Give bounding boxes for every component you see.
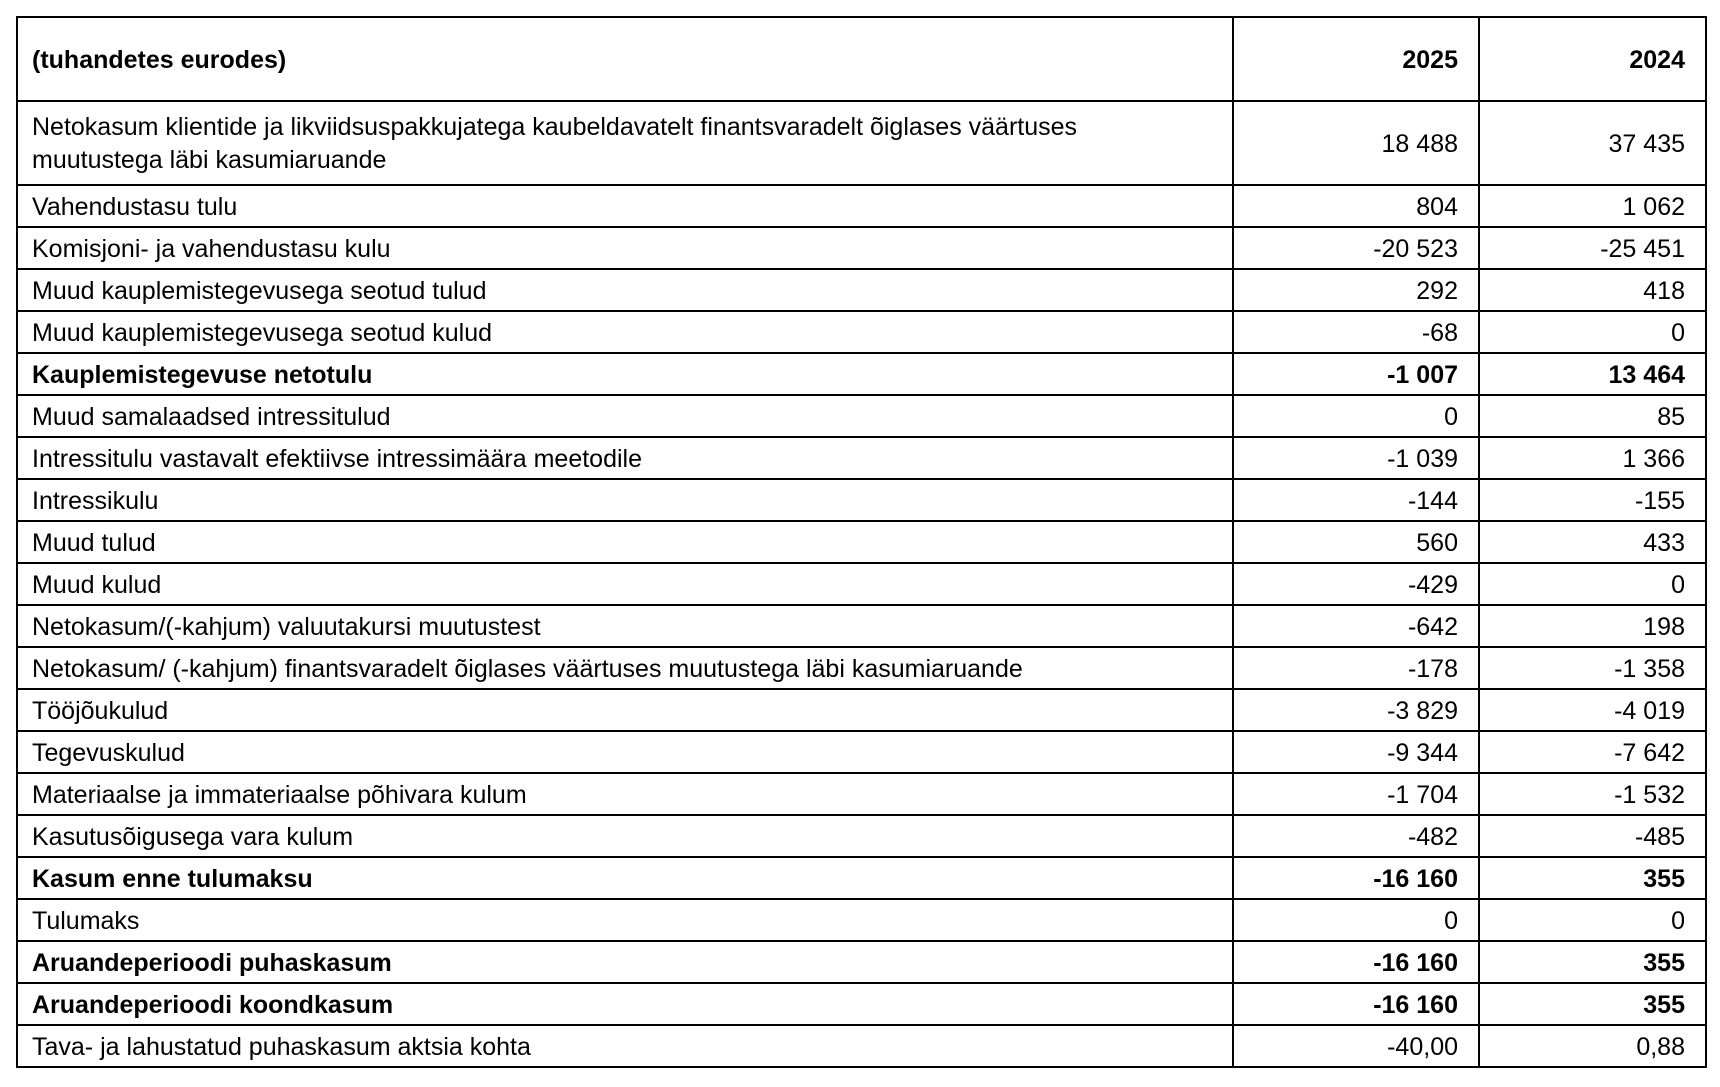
row-value-2025: -20 523	[1233, 227, 1479, 269]
row-value-2024: 355	[1479, 941, 1706, 983]
row-label: Tegevuskulud	[17, 731, 1233, 773]
row-value-2025: -9 344	[1233, 731, 1479, 773]
row-value-2024: 433	[1479, 521, 1706, 563]
table-row	[17, 479, 1706, 521]
row-label: Aruandeperioodi puhaskasum	[17, 941, 1233, 983]
row-label: Kauplemistegevuse netotulu	[17, 353, 1233, 395]
header-year-2025: 2025	[1233, 17, 1479, 101]
row-value-2024: 0	[1479, 311, 1706, 353]
row-value-2024: -1 532	[1479, 773, 1706, 815]
table-row	[17, 311, 1706, 353]
row-label: Kasum enne tulumaksu	[17, 857, 1233, 899]
row-label: Tööjõukulud	[17, 689, 1233, 731]
row-value-2024: 198	[1479, 605, 1706, 647]
row-value-2025: 804	[1233, 185, 1479, 227]
row-value-2025: -1 039	[1233, 437, 1479, 479]
row-value-2024: 355	[1479, 857, 1706, 899]
row-label: Intressitulu vastavalt efektiivse intressimäära meetodile	[17, 437, 1233, 479]
row-label: Intressikulu	[17, 479, 1233, 521]
row-value-2025: -40,00	[1233, 1025, 1479, 1067]
row-value-2025: -16 160	[1233, 941, 1479, 983]
row-value-2024: 13 464	[1479, 353, 1706, 395]
table-row	[17, 605, 1706, 647]
table-row	[17, 521, 1706, 563]
table-row	[17, 815, 1706, 857]
table-row	[17, 731, 1706, 773]
row-value-2025: -16 160	[1233, 857, 1479, 899]
row-value-2024: -1 358	[1479, 647, 1706, 689]
row-value-2025: -1 704	[1233, 773, 1479, 815]
table-row	[17, 857, 1706, 899]
row-value-2025: -1 007	[1233, 353, 1479, 395]
table-row	[17, 689, 1706, 731]
row-value-2025: -68	[1233, 311, 1479, 353]
row-label: Kasutusõigusega vara kulum	[17, 815, 1233, 857]
row-label: Muud samalaadsed intressitulud	[17, 395, 1233, 437]
table-row	[17, 227, 1706, 269]
row-value-2025: 292	[1233, 269, 1479, 311]
row-label: Vahendustasu tulu	[17, 185, 1233, 227]
row-value-2024: 418	[1479, 269, 1706, 311]
table-row	[17, 185, 1706, 227]
table-row	[17, 269, 1706, 311]
row-label: Netokasum/ (-kahjum) finantsvaradelt õiglases väärtuses muutustega läbi kasumiaruande	[17, 647, 1233, 689]
row-value-2025: -178	[1233, 647, 1479, 689]
table-row	[17, 563, 1706, 605]
row-label: Tava- ja lahustatud puhaskasum aktsia kohta	[17, 1025, 1233, 1067]
table-row	[17, 773, 1706, 815]
row-value-2024: 355	[1479, 983, 1706, 1025]
header-unit-label: (tuhandetes eurodes)	[17, 17, 1233, 101]
row-label: Aruandeperioodi koondkasum	[17, 983, 1233, 1025]
row-value-2024: -155	[1479, 479, 1706, 521]
row-value-2025: -144	[1233, 479, 1479, 521]
row-value-2024: 0	[1479, 563, 1706, 605]
table-row	[17, 941, 1706, 983]
row-value-2024: -25 451	[1479, 227, 1706, 269]
row-value-2024: 1 062	[1479, 185, 1706, 227]
row-label: Netokasum klientide ja likviidsuspakkujatega kaubeldavatelt finantsvaradelt õiglases väärtuses muutustega läbi kasumiaruande	[17, 101, 1233, 185]
row-label: Tulumaks	[17, 899, 1233, 941]
row-label: Komisjoni- ja vahendustasu kulu	[17, 227, 1233, 269]
row-value-2025: 560	[1233, 521, 1479, 563]
table-row	[17, 647, 1706, 689]
row-value-2025: -429	[1233, 563, 1479, 605]
row-label: Muud kulud	[17, 563, 1233, 605]
table-row	[17, 983, 1706, 1025]
row-value-2024: 1 366	[1479, 437, 1706, 479]
row-value-2024: -485	[1479, 815, 1706, 857]
row-value-2024: 37 435	[1479, 101, 1706, 185]
table-row	[17, 101, 1706, 185]
table-row	[17, 899, 1706, 941]
row-label: Materiaalse ja immateriaalse põhivara kulum	[17, 773, 1233, 815]
table-row	[17, 437, 1706, 479]
table-row	[17, 395, 1706, 437]
row-value-2025: -642	[1233, 605, 1479, 647]
row-value-2025: 18 488	[1233, 101, 1479, 185]
row-value-2025: 0	[1233, 395, 1479, 437]
table-header-row	[17, 17, 1706, 101]
row-label: Muud kauplemistegevusega seotud tulud	[17, 269, 1233, 311]
row-value-2024: 0,88	[1479, 1025, 1706, 1067]
row-value-2025: -16 160	[1233, 983, 1479, 1025]
row-label: Netokasum/(-kahjum) valuutakursi muutustest	[17, 605, 1233, 647]
row-value-2024: -4 019	[1479, 689, 1706, 731]
table-row	[17, 353, 1706, 395]
row-label: Muud tulud	[17, 521, 1233, 563]
row-value-2025: 0	[1233, 899, 1479, 941]
income-statement-table	[16, 16, 1707, 1068]
row-value-2024: 0	[1479, 899, 1706, 941]
table-row	[17, 1025, 1706, 1067]
row-value-2024: -7 642	[1479, 731, 1706, 773]
row-label: Muud kauplemistegevusega seotud kulud	[17, 311, 1233, 353]
row-value-2025: -482	[1233, 815, 1479, 857]
row-value-2025: -3 829	[1233, 689, 1479, 731]
row-value-2024: 85	[1479, 395, 1706, 437]
header-year-2024: 2024	[1479, 17, 1706, 101]
